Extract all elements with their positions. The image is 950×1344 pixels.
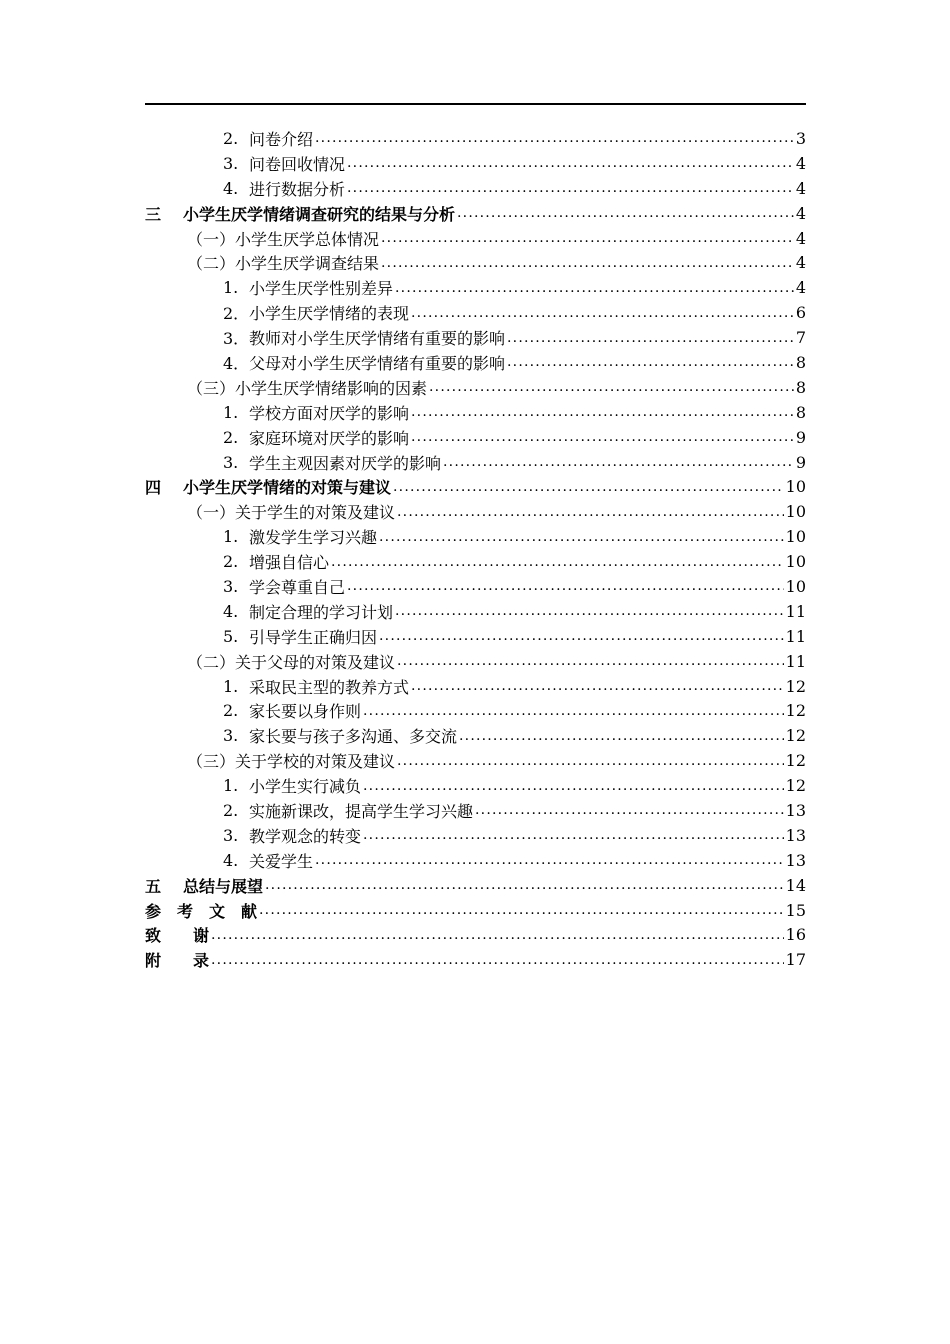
toc-entry-number: 2． — [223, 304, 250, 324]
header-rule — [145, 103, 806, 105]
toc-entry-title: 关爱学生 — [249, 851, 314, 871]
toc-entry-number: 五 — [145, 876, 162, 896]
toc-entry-title: 制定合理的学习计划 — [249, 602, 394, 622]
toc-entry[interactable] — [145, 325, 806, 350]
toc-entry[interactable] — [145, 450, 806, 475]
toc-entry-lead — [223, 675, 409, 698]
toc-entry-number: 1. — [223, 527, 239, 547]
toc-entry[interactable] — [145, 599, 806, 624]
toc-leader-dots — [363, 828, 784, 842]
toc-entry-page: 10 — [785, 527, 806, 547]
toc-entry-title: 采取民主型的教养方式 — [249, 677, 410, 697]
toc-entry-page: 8 — [795, 402, 806, 422]
toc-entry-page: 3 — [795, 128, 806, 148]
toc-entry-page: 7 — [795, 328, 806, 348]
toc-entry-lead — [223, 152, 345, 175]
toc-entry-number: 1. — [223, 278, 239, 298]
toc-leader-dots — [411, 679, 784, 693]
toc-entry-title: 问卷回收情况 — [249, 154, 346, 174]
toc-entry-number: 1. — [223, 776, 239, 796]
toc-entry[interactable] — [145, 549, 806, 574]
toc-entry-lead — [223, 699, 361, 722]
toc-leader-dots — [411, 405, 794, 419]
toc-entry-page: 11 — [785, 651, 806, 671]
toc-entry-title: 家庭环境对厌学的影响 — [249, 428, 410, 448]
toc-entry-number: 3. — [223, 825, 239, 845]
toc-entry-lead — [223, 127, 313, 150]
toc-leader-dots — [459, 729, 784, 743]
toc-entry[interactable] — [145, 649, 806, 674]
toc-leader-dots — [411, 430, 794, 444]
toc-entry[interactable] — [145, 848, 806, 873]
toc-entry-lead — [223, 824, 361, 847]
toc-entry-title: 小学生厌学性别差异 — [249, 279, 394, 299]
toc-entry-number: 4． — [223, 353, 250, 373]
toc-entry[interactable] — [145, 923, 806, 948]
toc-entry-title: 家长要以身作则 — [249, 702, 362, 722]
toc-entry-number: 3. — [223, 153, 239, 173]
toc-entry-number: 2. — [223, 128, 239, 148]
toc-entry-page: 4 — [795, 253, 806, 273]
toc-entry-number: 三 — [145, 204, 162, 224]
toc-entry-title: 增强自信心 — [249, 553, 330, 573]
toc-entry-number: 4. — [223, 850, 239, 870]
toc-entry[interactable] — [145, 176, 806, 201]
toc-entry-page: 13 — [785, 850, 806, 870]
toc-entry[interactable] — [145, 723, 806, 748]
toc-entry-title: 小学生厌学情绪调查研究的结果与分析 — [183, 204, 456, 224]
toc-entry-title: （三）小学生厌学情绪影响的因素 — [187, 378, 428, 398]
toc-entry-number: 3. — [223, 726, 239, 746]
toc-entry[interactable] — [145, 698, 806, 723]
toc-entry-lead — [187, 376, 427, 399]
toc-entry-title: （二）关于父母的对策及建议 — [187, 652, 396, 672]
toc-entry[interactable] — [145, 898, 806, 923]
toc-leader-dots — [347, 181, 794, 195]
toc-entry-page: 10 — [785, 477, 806, 497]
toc-entry[interactable] — [145, 400, 806, 425]
table-of-contents — [145, 126, 806, 972]
toc-entry-lead — [187, 650, 395, 673]
toc-entry-page: 4 — [795, 278, 806, 298]
toc-entry-number: 3． — [223, 329, 250, 349]
toc-entry-lead — [223, 525, 377, 548]
toc-entry[interactable] — [145, 425, 806, 450]
toc-entry-lead — [145, 923, 209, 946]
toc-entry-lead — [145, 899, 257, 922]
toc-entry-page: 16 — [785, 925, 806, 945]
toc-entry[interactable] — [145, 375, 806, 400]
toc-entry-lead — [145, 874, 263, 897]
toc-leader-dots — [331, 555, 784, 569]
toc-entry-lead — [223, 351, 505, 374]
toc-entry-title: 教学观念的转变 — [249, 826, 362, 846]
toc-leader-dots — [211, 953, 784, 967]
toc-entry-title: （二）小学生厌学调查结果 — [187, 254, 380, 274]
toc-entry-page: 12 — [785, 776, 806, 796]
toc-entry-page: 8 — [795, 377, 806, 397]
toc-entry-number: 5. — [223, 626, 239, 646]
toc-entry-page: 10 — [785, 576, 806, 596]
toc-entry[interactable] — [145, 748, 806, 773]
toc-entry[interactable] — [145, 823, 806, 848]
toc-leader-dots — [411, 306, 794, 320]
toc-entry-title: 激发学生学习兴趣 — [249, 528, 378, 548]
toc-entry-lead — [223, 550, 329, 573]
toc-entry[interactable] — [145, 126, 806, 151]
toc-entry-lead — [223, 724, 457, 747]
toc-leader-dots — [507, 331, 794, 345]
toc-entry-number: 2. — [223, 552, 239, 572]
toc-entry-page: 10 — [785, 502, 806, 522]
toc-entry-lead — [187, 749, 395, 772]
toc-entry[interactable] — [145, 873, 806, 898]
toc-entry-title: 小学生厌学情绪的表现 — [249, 304, 410, 324]
toc-entry-number: 四 — [145, 478, 162, 498]
toc-entry-lead — [187, 251, 379, 274]
toc-entry-lead — [223, 326, 505, 349]
toc-entry-page: 12 — [785, 726, 806, 746]
toc-leader-dots — [315, 853, 784, 867]
toc-entry-page: 14 — [785, 875, 806, 895]
toc-leader-dots — [211, 928, 784, 942]
toc-entry-title: 学会尊重自己 — [249, 577, 346, 597]
toc-entry-number: 2. — [223, 701, 239, 721]
toc-leader-dots — [381, 231, 794, 245]
toc-leader-dots — [363, 779, 784, 793]
toc-leader-dots — [397, 654, 784, 668]
toc-entry-lead — [187, 500, 395, 523]
toc-entry-lead — [223, 774, 361, 797]
toc-entry-number: 2. — [223, 427, 239, 447]
toc-entry-page: 8 — [795, 352, 806, 372]
toc-entry-title: 小学生实行减负 — [249, 777, 362, 797]
toc-entry-page: 12 — [785, 676, 806, 696]
toc-entry[interactable] — [145, 798, 806, 823]
toc-entry-lead — [145, 475, 391, 498]
toc-entry[interactable] — [145, 250, 806, 275]
toc-entry-page: 12 — [785, 701, 806, 721]
toc-entry[interactable] — [145, 151, 806, 176]
toc-entry-page: 10 — [785, 552, 806, 572]
toc-leader-dots — [475, 803, 784, 817]
toc-entry-lead — [223, 600, 393, 623]
toc-entry-lead — [223, 276, 393, 299]
toc-entry-page: 4 — [795, 178, 806, 198]
toc-entry-lead — [223, 849, 313, 872]
toc-entry-lead — [187, 227, 379, 250]
toc-entry-page: 13 — [785, 800, 806, 820]
toc-entry-title: 父母对小学生厌学情绪有重要的影响 — [249, 353, 506, 373]
toc-leader-dots — [379, 530, 784, 544]
toc-entry-page: 6 — [795, 303, 806, 323]
toc-entry-lead — [223, 401, 409, 424]
toc-leader-dots — [397, 754, 784, 768]
toc-entry[interactable] — [145, 524, 806, 549]
toc-entry-title: 引导学生正确归因 — [249, 627, 378, 647]
toc-leader-dots — [265, 878, 784, 892]
toc-entry-number: 4. — [223, 601, 239, 621]
toc-entry-title: （一）小学生厌学总体情况 — [187, 229, 380, 249]
toc-entry-lead — [223, 625, 377, 648]
toc-entry-page: 15 — [785, 900, 806, 920]
toc-entry-lead — [145, 948, 209, 971]
toc-entry-title: （一）关于学生的对策及建议 — [187, 503, 396, 523]
toc-entry[interactable] — [145, 275, 806, 300]
toc-leader-dots — [429, 380, 794, 394]
toc-entry-title: 家长要与孩子多沟通、多交流 — [249, 727, 458, 747]
toc-leader-dots — [347, 156, 794, 170]
toc-entry-number: 3. — [223, 576, 239, 596]
toc-entry-title: 问卷介绍 — [249, 129, 314, 149]
toc-entry[interactable] — [145, 574, 806, 599]
toc-entry-title: 实施新课改，提高学生学习兴趣 — [249, 801, 474, 821]
toc-leader-dots — [393, 480, 784, 494]
toc-leader-dots — [395, 604, 784, 618]
toc-entry-page: 12 — [785, 751, 806, 771]
toc-entry[interactable] — [145, 201, 806, 226]
toc-entry[interactable] — [145, 947, 806, 972]
toc-entry-number: 3. — [223, 452, 239, 472]
toc-leader-dots — [347, 579, 784, 593]
toc-leader-dots — [397, 505, 784, 519]
toc-entry-lead — [223, 177, 345, 200]
toc-entry-number: 1. — [223, 402, 239, 422]
toc-entry-page: 4 — [795, 153, 806, 173]
toc-entry-title: 附 录 — [145, 951, 210, 971]
toc-entry[interactable] — [145, 773, 806, 798]
toc-leader-dots — [315, 131, 794, 145]
toc-entry-lead — [223, 426, 409, 449]
toc-leader-dots — [379, 629, 784, 643]
toc-entry-lead — [223, 799, 473, 822]
toc-entry-title: 总结与展望 — [183, 876, 264, 896]
toc-entry-lead — [223, 575, 345, 598]
toc-entry[interactable] — [145, 300, 806, 325]
toc-entry-page: 9 — [795, 427, 806, 447]
toc-entry-page: 17 — [785, 950, 806, 970]
toc-entry-title: 致 谢 — [145, 926, 210, 946]
toc-entry-number: 4. — [223, 178, 239, 198]
toc-leader-dots — [395, 281, 794, 295]
toc-entry-title: （三）关于学校的对策及建议 — [187, 752, 396, 772]
toc-leader-dots — [381, 256, 794, 270]
toc-leader-dots — [443, 455, 794, 469]
toc-entry[interactable] — [145, 226, 806, 251]
toc-entry-title: 教师对小学生厌学情绪有重要的影响 — [249, 329, 506, 349]
toc-entry-title: 小学生厌学情绪的对策与建议 — [183, 478, 392, 498]
toc-entry-page: 9 — [795, 452, 806, 472]
toc-entry[interactable] — [145, 624, 806, 649]
toc-entry-number: 1. — [223, 676, 239, 696]
toc-leader-dots — [363, 704, 784, 718]
toc-entry-page: 11 — [785, 601, 806, 621]
toc-entry-title: 进行数据分析 — [249, 179, 346, 199]
toc-entry[interactable] — [145, 474, 806, 499]
toc-entry-number: 2. — [223, 800, 239, 820]
toc-entry-lead — [145, 202, 455, 225]
toc-leader-dots — [259, 903, 784, 917]
toc-entry[interactable] — [145, 499, 806, 524]
toc-entry-title: 参 考 文 献 — [145, 901, 258, 921]
toc-entry-title: 学生主观因素对厌学的影响 — [249, 453, 442, 473]
toc-entry-lead — [223, 301, 409, 324]
toc-entry[interactable] — [145, 350, 806, 375]
toc-entry-page: 13 — [785, 825, 806, 845]
toc-entry-title: 学校方面对厌学的影响 — [249, 403, 410, 423]
toc-entry-page: 11 — [785, 626, 806, 646]
toc-leader-dots — [507, 355, 794, 369]
toc-leader-dots — [457, 206, 794, 220]
toc-entry-page: 4 — [795, 228, 806, 248]
toc-entry-lead — [223, 451, 441, 474]
toc-entry-page: 4 — [795, 203, 806, 223]
toc-entry[interactable] — [145, 674, 806, 699]
